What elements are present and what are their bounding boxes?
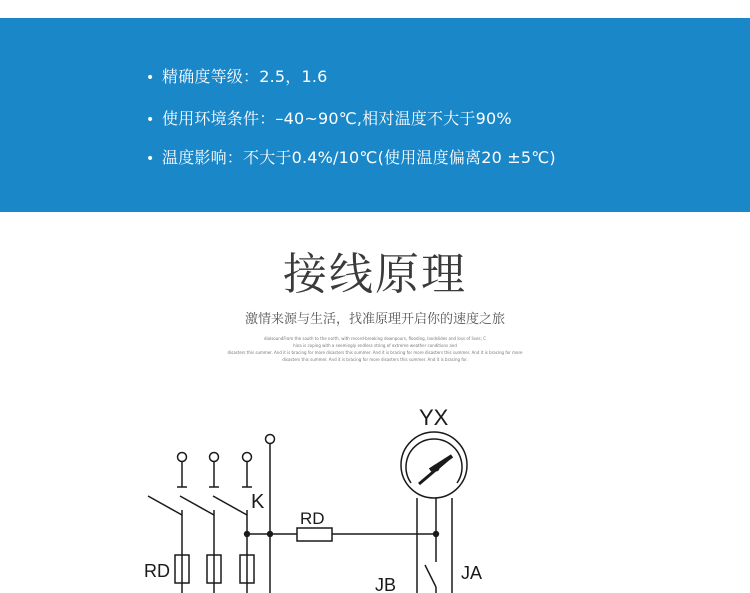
resistor-label: RD — [300, 509, 325, 528]
terminal-circle — [266, 435, 275, 444]
jb-switch — [425, 565, 436, 587]
spec-temperature-text: 温度影响：不大于0.4%/10℃(使用温度偏离20 ±5℃) — [162, 148, 556, 167]
fine-print-line: dialsoundFrom the south to the north, with record-breaking downpours, flooding, landslides and loss of lives; C — [263, 336, 486, 341]
bullet-icon: • — [146, 70, 155, 86]
section-subtitle: 激情来源与生活，找准原理开启你的速度之旅 — [244, 312, 505, 327]
junction-dot — [433, 531, 439, 537]
jb-label: JB — [375, 575, 397, 593]
junction-dot — [267, 531, 273, 537]
switch-blade — [148, 496, 182, 515]
top-white-strip — [0, 0, 750, 18]
meter-pivot — [433, 465, 440, 472]
spec-accuracy-text: 精确度等级：2.5，1.6 — [162, 67, 328, 86]
fine-print-line: hina is coping with a seemingly endless string of extreme weather conditions and — [293, 343, 457, 348]
fuse-label: RD — [144, 561, 170, 581]
terminal-circle — [243, 453, 252, 462]
switch-label: K — [251, 491, 265, 513]
fine-print — [225, 335, 525, 363]
spec-panel — [0, 18, 750, 212]
spec-accuracy — [146, 64, 328, 87]
resistor — [297, 528, 332, 541]
wiring-diagram — [0, 395, 750, 593]
spec-environment — [146, 106, 512, 129]
fine-print-line: disasters this summer. And it is bracing for more disasters this summer. And it is bracing for. — [282, 357, 468, 362]
junction-dot — [244, 531, 250, 537]
meter-label: YX — [419, 405, 449, 430]
meter-circle — [401, 432, 467, 498]
switch-blade — [180, 496, 214, 515]
ja-label: JA — [461, 563, 483, 583]
terminal-circle — [178, 453, 187, 462]
spec-temperature — [146, 145, 556, 168]
terminal-circle — [210, 453, 219, 462]
bullet-icon: • — [146, 112, 155, 128]
spec-environment-text: 使用环境条件：–40~90℃,相对温度不大于90% — [162, 109, 512, 128]
bullet-icon: • — [146, 151, 155, 167]
section-title: 接线原理 — [283, 249, 467, 300]
fine-print-line: disasters this summer. And it is bracing for more disasters this summer. And it is bracing for more disasters this summer. And it is bracing for more — [227, 350, 523, 355]
switch-blade — [213, 496, 247, 515]
meter-scale-arc — [406, 439, 462, 483]
